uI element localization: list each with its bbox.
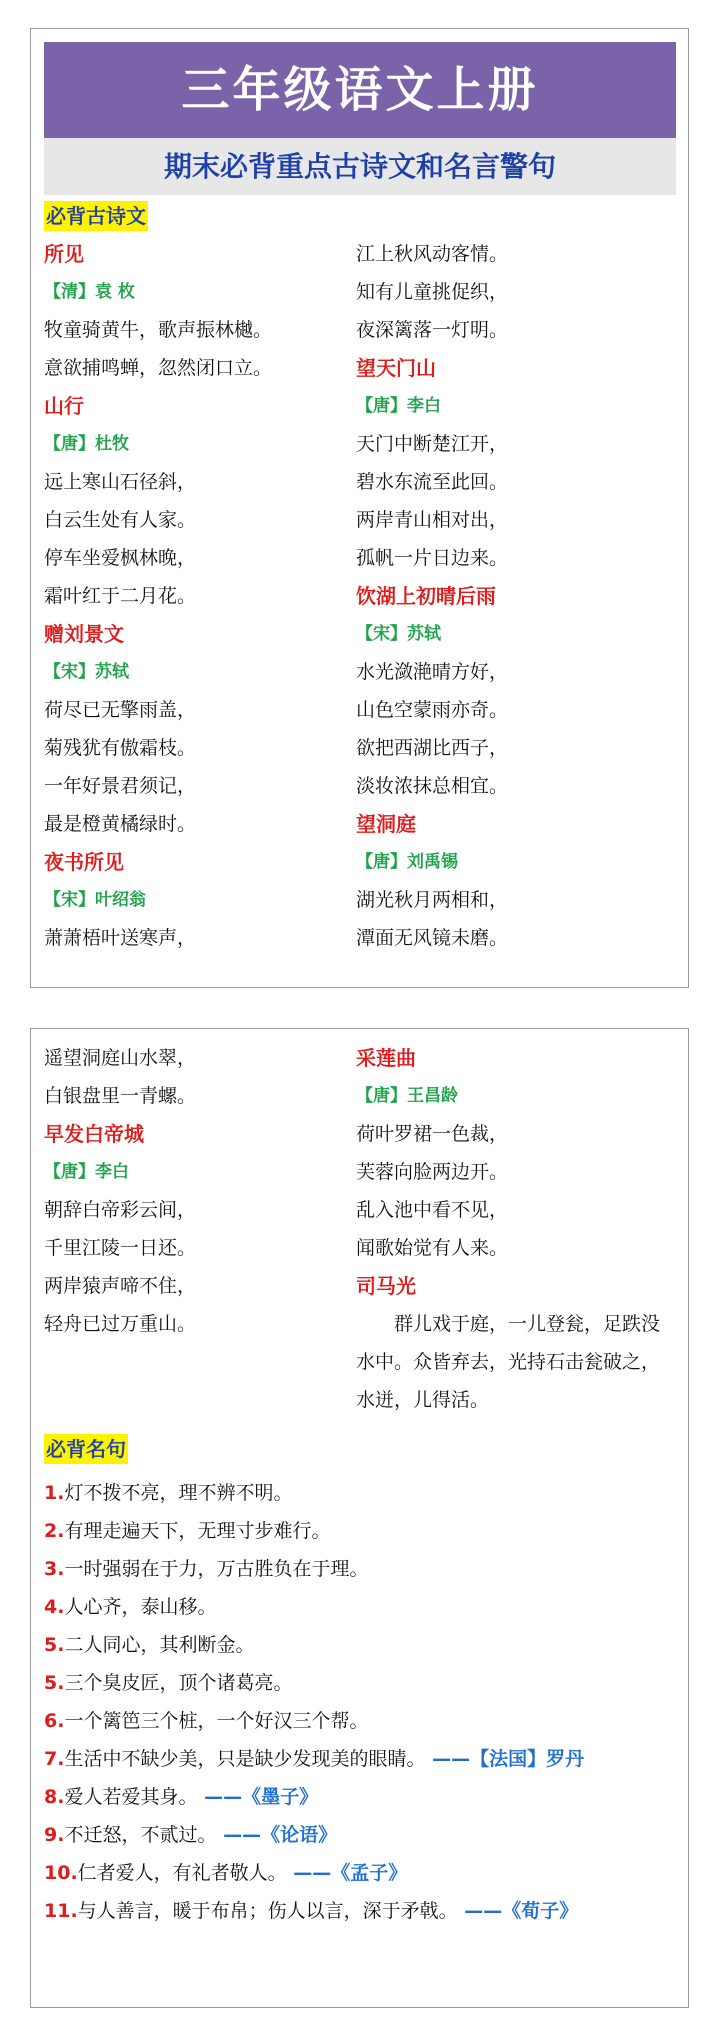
document-page-2 — [30, 1028, 689, 2008]
quote-number: 5. — [44, 1634, 65, 1656]
quote-item — [44, 1816, 684, 1854]
poem-line: 荷叶罗裙一色裁， — [356, 1123, 509, 1145]
quote-text: 二人同心，其利断金。 — [64, 1634, 255, 1656]
quote-source: ——【法国】罗丹 — [425, 1748, 585, 1770]
poem-title: 采莲曲 — [356, 1046, 416, 1070]
poem-author: 【宋】苏轼 — [44, 662, 129, 682]
quote-number: 8. — [44, 1786, 65, 1808]
quote-text: 生活中不缺少美，只是缺少发现美的眼睛。 — [64, 1748, 426, 1770]
poem-title: 赠刘景文 — [44, 622, 124, 646]
quote-item — [44, 1512, 684, 1550]
quote-number: 11. — [44, 1900, 78, 1922]
poem-line: 两岸青山相对出， — [356, 509, 509, 531]
poem-line: 欲把西湖比西子， — [356, 737, 509, 759]
poem-title: 司马光 — [356, 1274, 416, 1298]
poem-author: 【宋】苏轼 — [356, 624, 441, 644]
poem-line: 霜叶红于二月花。 — [44, 585, 197, 607]
poem-line: 白银盘里一青螺。 — [44, 1085, 197, 1107]
poem-title: 夜书所见 — [44, 850, 124, 874]
page2-left-column — [44, 1039, 344, 1343]
quote-number: 10. — [44, 1862, 78, 1884]
poem-line: 湖光秋月两相和， — [356, 889, 509, 911]
poem-line: 停车坐爱枫林晚， — [44, 547, 197, 569]
quote-text: 与人善言，暖于布帛；伤人以言，深于矛戟。 — [77, 1900, 458, 1922]
quote-item — [44, 1588, 684, 1626]
poem-title: 所见 — [44, 242, 84, 266]
quote-list — [44, 1474, 684, 1930]
quote-number: 6. — [44, 1710, 65, 1732]
quote-number: 9. — [44, 1824, 65, 1846]
page-subtitle: 期末必背重点古诗文和名言警句 — [44, 138, 676, 195]
page2-right-column — [356, 1039, 676, 1419]
page1-right-column — [356, 235, 676, 957]
poem-line: 天门中断楚江开， — [356, 433, 509, 455]
quote-number: 5. — [44, 1672, 65, 1694]
poem-author: 【唐】王昌龄 — [356, 1086, 458, 1106]
quote-item — [44, 1854, 684, 1892]
poem-line: 远上寒山石径斜， — [44, 471, 197, 493]
quotes-section — [44, 1434, 128, 1464]
poem-line: 千里江陵一日还。 — [44, 1237, 197, 1259]
poem-line: 孤帆一片日边来。 — [356, 547, 509, 569]
poem-author: 【唐】刘禹锡 — [356, 852, 458, 872]
poem-line: 芙蓉向脸两边开。 — [356, 1161, 509, 1183]
quote-text: 一个篱笆三个桩，一个好汉三个帮。 — [64, 1710, 369, 1732]
quote-text: 仁者爱人，有礼者敬人。 — [77, 1862, 287, 1884]
quotes-section-label: 必背名句 — [44, 1434, 128, 1464]
poem-line: 荷尽已无擎雨盖， — [44, 699, 197, 721]
poems-section-label: 必背古诗文 — [44, 201, 148, 231]
poem-title: 望洞庭 — [356, 812, 416, 836]
poem-line: 萧萧梧叶送寒声， — [44, 927, 197, 949]
poem-author: 【唐】李白 — [44, 1162, 129, 1182]
page1-left-column — [44, 235, 344, 957]
poem-title: 望天门山 — [356, 356, 436, 380]
quote-source: ——《论语》 — [216, 1824, 338, 1846]
poem-line: 轻舟已过万重山。 — [44, 1313, 197, 1335]
quote-item — [44, 1778, 684, 1816]
poem-line: 意欲捕鸣蝉，忽然闭口立。 — [44, 357, 273, 379]
poem-line: 最是橙黄橘绿时。 — [44, 813, 197, 835]
poem-author: 【唐】李白 — [356, 396, 441, 416]
quote-item — [44, 1550, 684, 1588]
quote-item — [44, 1626, 684, 1664]
poem-line: 牧童骑黄牛，歌声振林樾。 — [44, 319, 273, 341]
quote-number: 3. — [44, 1558, 65, 1580]
quote-source: ——《孟子》 — [286, 1862, 408, 1884]
quote-number: 4. — [44, 1596, 65, 1618]
poems-section — [44, 201, 148, 231]
quote-number: 7. — [44, 1748, 65, 1770]
poem-author: 【宋】叶绍翁 — [44, 890, 146, 910]
poem-line: 朝辞白帝彩云间， — [44, 1199, 197, 1221]
poem-title: 早发白帝城 — [44, 1122, 144, 1146]
poem-title: 山行 — [44, 394, 84, 418]
quote-item — [44, 1702, 684, 1740]
quote-text: 一时强弱在于力，万古胜负在于理。 — [64, 1558, 369, 1580]
poem-line: 江上秋风动客情。 — [356, 243, 509, 265]
quote-text: 有理走遍天下，无理寸步难行。 — [64, 1520, 331, 1542]
quote-text: 灯不拨不亮，理不辨不明。 — [64, 1482, 293, 1504]
quote-text: 三个臭皮匠，顶个诸葛亮。 — [64, 1672, 293, 1694]
poem-line: 知有儿童挑促织， — [356, 281, 509, 303]
poem-title: 饮湖上初晴后雨 — [356, 584, 496, 608]
prose-paragraph: 群儿戏于庭，一儿登瓮，足跌没水中。众皆弃去，光持石击瓮破之，水迸，儿得活。 — [356, 1313, 661, 1411]
quote-text: 不迁怒，不贰过。 — [64, 1824, 217, 1846]
poem-line: 潭面无风镜未磨。 — [356, 927, 509, 949]
poem-line: 菊残犹有傲霜枝。 — [44, 737, 197, 759]
poem-line: 淡妆浓抹总相宜。 — [356, 775, 509, 797]
quote-number: 1. — [44, 1482, 65, 1504]
poem-line: 遥望洞庭山水翠， — [44, 1047, 197, 1069]
quote-text: 人心齐，泰山移。 — [64, 1596, 217, 1618]
page-title: 三年级语文上册 — [44, 42, 676, 138]
quote-number: 2. — [44, 1520, 65, 1542]
quote-source: ——《墨子》 — [197, 1786, 319, 1808]
quote-item — [44, 1892, 684, 1930]
poem-author: 【清】袁 枚 — [44, 282, 135, 302]
poem-line: 水光潋滟晴方好， — [356, 661, 509, 683]
poem-line: 白云生处有人家。 — [44, 509, 197, 531]
poem-line: 夜深篱落一灯明。 — [356, 319, 509, 341]
poem-line: 山色空蒙雨亦奇。 — [356, 699, 509, 721]
poem-line: 乱入池中看不见， — [356, 1199, 509, 1221]
quote-item — [44, 1740, 684, 1778]
quote-source: ——《荀子》 — [457, 1900, 579, 1922]
quote-item — [44, 1664, 684, 1702]
poem-line: 碧水东流至此回。 — [356, 471, 509, 493]
poem-line: 闻歌始觉有人来。 — [356, 1237, 509, 1259]
quote-item — [44, 1474, 684, 1512]
quote-text: 爱人若爱其身。 — [64, 1786, 198, 1808]
poem-line: 两岸猿声啼不住， — [44, 1275, 197, 1297]
poem-line: 一年好景君须记， — [44, 775, 197, 797]
document-page-1 — [30, 28, 689, 988]
poem-author: 【唐】杜牧 — [44, 434, 129, 454]
